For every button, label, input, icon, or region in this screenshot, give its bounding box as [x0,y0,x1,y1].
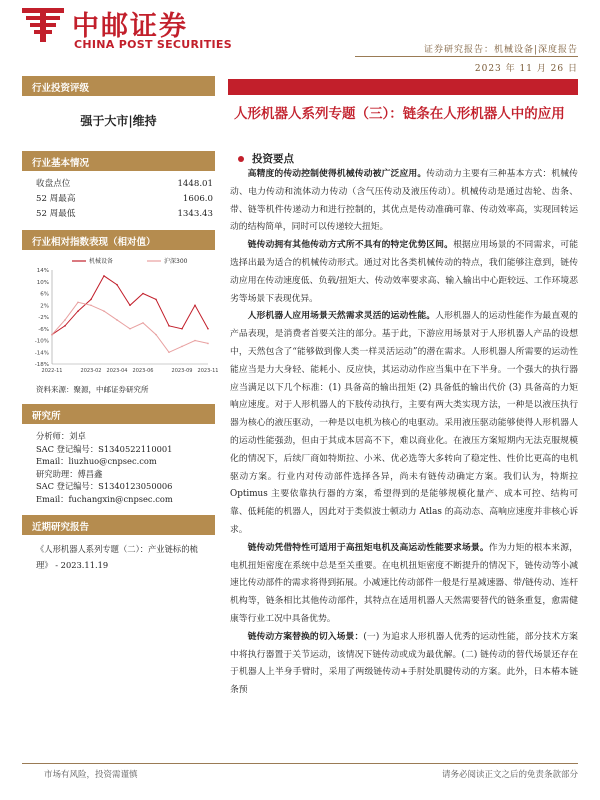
legend-label: 沪深300 [164,258,188,265]
data-point [155,299,157,301]
body-paragraph [230,629,578,700]
data-point [168,351,170,353]
data-point [90,304,92,306]
data-point [181,328,183,330]
y-tick-label: -10% [34,338,49,345]
data-point [90,299,92,301]
analyst-email[interactable]: Email：fuchangxin@cnpsec.com [36,493,173,504]
basics-label: 52 周最低 [36,209,76,219]
report-type: 证券研究报告：机械设备|深度报告 [423,45,578,55]
basics-row [22,207,215,222]
data-point [103,275,105,277]
industry-rating: 强于大市|维持 [80,114,157,128]
report-body [230,166,578,700]
data-point [77,310,79,312]
relative-performance-chart [22,254,219,380]
body-paragraph [230,308,578,539]
data-point [129,328,131,330]
y-tick-label: 14% [36,268,49,274]
y-tick-label: 2% [40,303,49,310]
x-tick-label: 2023-11 [197,368,219,374]
report-header [0,0,600,80]
paragraph-lead: 链传动方案替换的切入场景： [247,631,364,642]
data-point [51,334,53,336]
data-point [155,334,157,336]
body-paragraph [230,540,578,629]
paragraph-text: 作为力矩的根本来源，电机扭矩密度在系统中总是至关重要。在电机扭矩密度不断提升的情况下，链传动等小减速比传动部件的需求将得到拓展。小减速比传动部件一般是行星减速器、带/链传动、连杆机构等，链条相比其他传动部件，其特点在适用机器人天然需要替代的链条重复，愈需健康等行业工况中具备优势。 [230,542,578,624]
paragraph-text: (一) 为追求人形机器人优秀的运动性能，部分技术方案中将执行器置于关节运动，该情况下链传动或成为最优解。(二) 链传动的替代场景还存在于机器人上半身手臂时，采用了两级链传动+手肘处肌腱传动的方案。此外，日本椿本链条预 [230,631,578,696]
y-tick-label: -18% [34,362,49,368]
y-tick-label: 6% [40,291,49,298]
data-point [77,302,79,304]
basics-value: 1343.43 [177,209,213,219]
recent-report-link[interactable]: 《人形机器人系列专题（二）：产业链标的梳理》 - 2023.11.19 [36,544,198,570]
x-tick-label: 2023-06 [132,368,154,374]
basics-value: 1606.0 [182,194,213,204]
performance-heading: 行业相对指数表现（相对值） [22,230,215,250]
basics-value: 1448.01 [177,179,213,189]
research-heading: 研究所 [22,404,215,424]
data-point [194,304,196,306]
series-line [52,302,208,352]
paragraph-text: 人形机器人的运动性能作为最直观的产品表现，是消费者首要关注的部分。基于此，下游应用场景对于人形机器人产品的设想中，天然包含了“能够做到像人类一样灵活运动”的潜在需求。人形机器人所需要的运动性能应当是力大身轻、能耗小、反应快，其运动动作应当集中在下半身。一个强大的执行器应当满足以下几个标准：(1) 具备高的输出扭矩 (2) 具备低的输出代价 (3) 具备高的力矩响应速度。对于人形机器人的下肢传动执行，主要有两大类实现方法，一种是以液压执行器为核心的液压驱动，一种是以电机为核心的电驱动。采用液压驱动能够使得人形机器人的运动性能强劲，但由于其成本居高不下，难以商业化。在液压方案短期内无法克服规模化的情况下，后续厂商如特斯拉、小米、优必选等大多转向了稳定性、性价比更高的电机驱动方案。行业内对传动部件选择各异，尚未有链传动确定方案。我们认为，特斯拉 Optimus 主要依靠执行器的方案，希望得到的是能够规模化量产、成本可控、结构可靠、低耗能的机器人，因此对于类似波士顿动力 Atlas 的高动态、高响应速度并非核心诉求。 [230,311,578,535]
data-point [64,319,66,321]
paragraph-text: 根据应用场景的不同需求，可能选择出最为适合的机械传动形式。通过对比各类机械传动的特点，我们能够注意到，链传动应用在传动速度低、负载/扭矩大、传动效率要求高、输入输出中心距较远、工作环境恶劣等场景下表现优异。 [230,240,578,304]
y-tick-label: -6% [38,326,49,333]
analyst-line: 分析师：刘卓 [36,431,86,441]
x-tick-label: 2023-09 [171,368,193,374]
data-point [64,325,66,327]
section-title: 投资要点 [252,153,294,165]
data-point [207,343,209,345]
section-heading [238,151,294,166]
title-accent-bar [228,79,578,95]
paragraph-lead: 链传动拥有其他传动方式所不具有的特定优势区间。 [247,240,454,251]
report-date: 2023 年 11 月 26 日 [474,64,578,74]
header-divider [355,56,578,57]
data-point [103,310,105,312]
data-point [207,328,209,330]
y-tick-label: -2% [38,315,49,321]
body-paragraph [230,166,578,237]
footer-divider [22,763,578,764]
legal-notice: 请务必阅读正文之后的免责条款部分 [441,770,578,780]
paragraph-lead: 人形机器人应用场景天然需求灵活的运动性能。 [247,311,436,322]
brand-name-en: CHINA POST SECURITIES [74,38,232,51]
x-tick-label: 2023-04 [106,368,128,374]
analyst-line: SAC 登记编号：S1340123050006 [36,481,173,491]
x-tick-label: 2022-11 [41,368,63,374]
paragraph-text: 传动动力主要有三种基本方式：机械传动、电力传动和流体动力传动（含气压传动及液压传动）。机械传动是通过齿轮、齿条、带、链等机件传递动力和进行控制的，其优点是传动准确可靠、传动效率高，实现回转运动的结构简单，同时可以传递较大扭矩。 [230,169,578,233]
bullet-icon [238,156,244,162]
sidebar [22,76,219,756]
paragraph-lead: 链传动凭借特性可适用于高扭矩电机及高运动性能要求场景。 [247,542,489,553]
recent-reports-heading: 近期研究报告 [22,515,215,535]
basics-list [22,177,215,222]
analyst-line: SAC 登记编号：S1340522110001 [36,443,173,454]
data-point [116,284,118,286]
data-point [116,319,118,321]
analyst-line: 研究助理：傅昌鑫 [36,468,103,479]
chart-source: 资料来源：聚源，中邮证券研究所 [36,385,149,394]
risk-disclaimer: 市场有风险，投资需谨慎 [44,770,138,780]
basics-label: 52 周最高 [36,194,76,204]
data-point [142,293,144,295]
basics-row [22,177,215,192]
report-title: 人形机器人系列专题（三）：链条在人形机器人中的应用 [234,106,565,122]
x-tick-label: 2023-02 [80,368,102,374]
data-point [194,340,196,342]
data-point [129,304,131,306]
brand-name: 中邮证券 [72,11,188,42]
rating-heading: 行业投资评级 [22,76,215,96]
analyst-list [22,430,215,505]
paragraph-lead: 高精度的传动控制使得机械传动被广泛应用。 [247,169,427,179]
data-point [181,346,183,348]
data-point [142,322,144,324]
data-point [168,325,170,327]
analyst-email[interactable]: Email：liuzhuo@cnpsec.com [36,456,157,466]
relative-performance-svg [22,254,219,380]
y-tick-label: 10% [36,279,49,286]
basics-heading: 行业基本情况 [22,151,215,171]
basics-row [22,192,215,207]
legend-label: 机械设备 [89,258,114,265]
basics-label: 收盘点位 [36,179,71,189]
y-tick-label: -14% [34,350,49,357]
china-post-logo-icon [22,6,64,44]
body-paragraph [230,237,578,308]
